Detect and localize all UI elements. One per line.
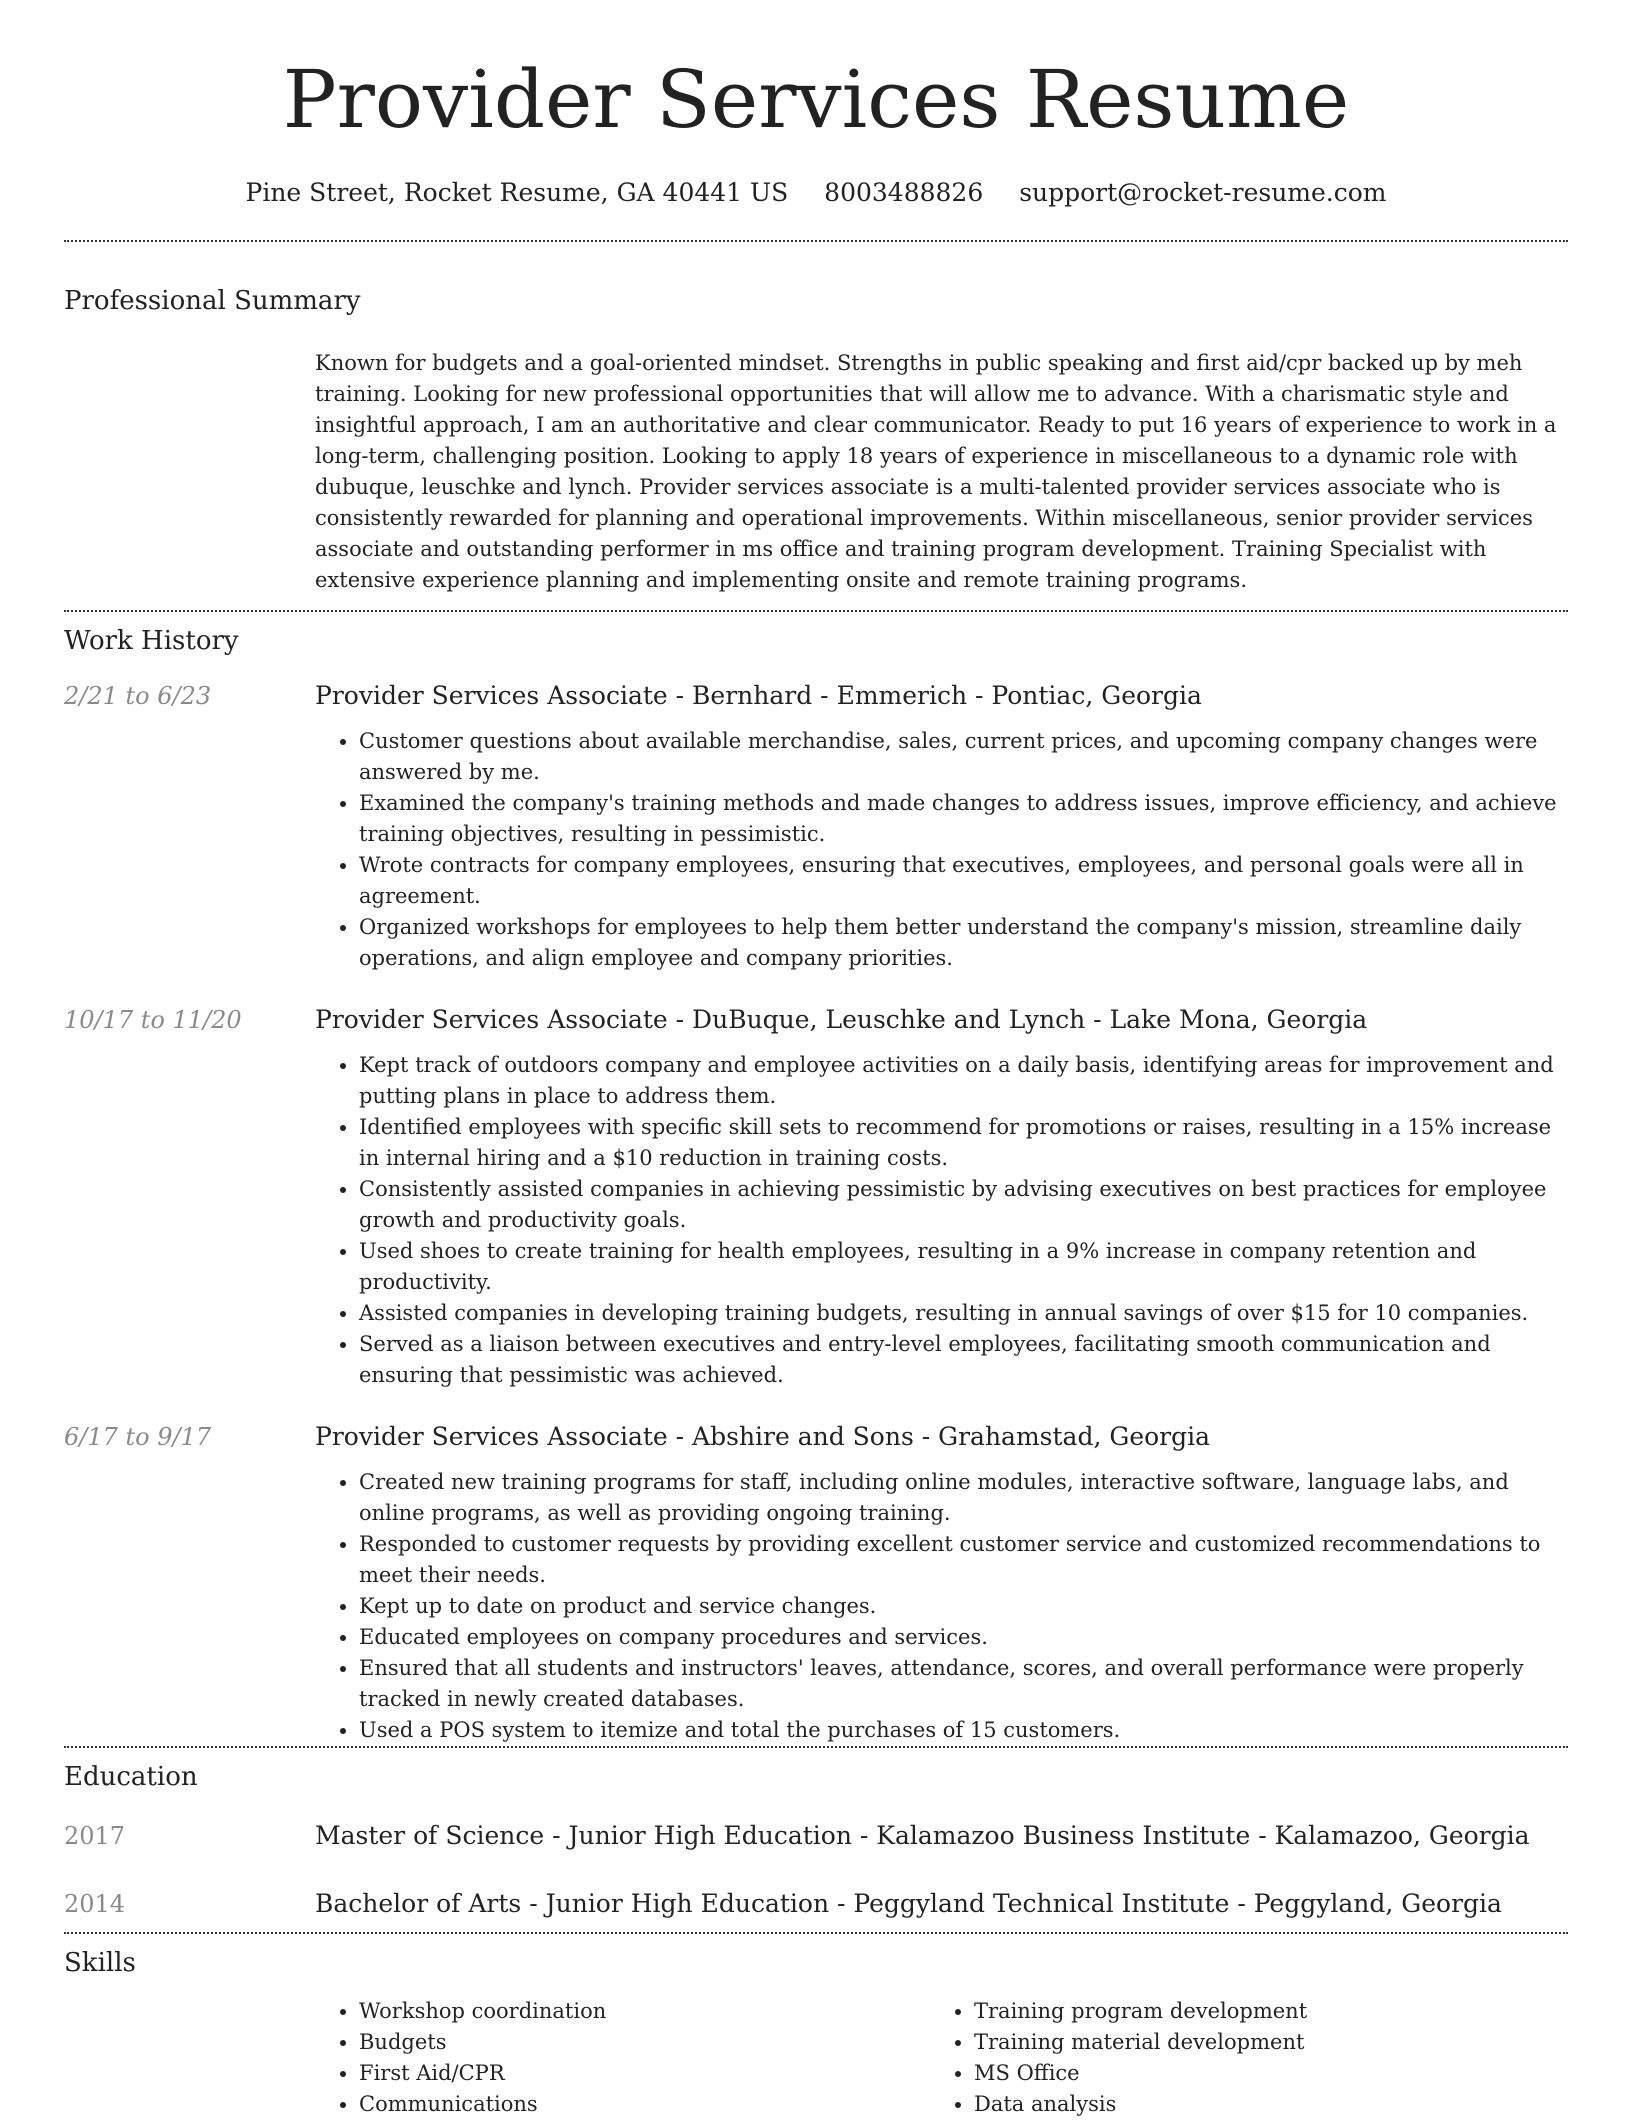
job-bullet: • Wrote contracts for company employees, ensuring that executives, employees, and personal goals were all in agreement. xyxy=(359,850,1568,912)
job-bullet: • Used shoes to create training for health employees, resulting in a 9% increase in company retention and productivity. xyxy=(359,1236,1568,1298)
job-bullet: • Educated employees on company procedures and services. xyxy=(359,1622,1568,1653)
skills-heading: Skills xyxy=(64,1948,136,1978)
education-year: 2017 xyxy=(64,1822,126,1850)
job-bullet: • Used a POS system to itemize and total the purchases of 15 customers. xyxy=(359,1715,1568,1746)
job-bullet: • Kept up to date on product and service changes. xyxy=(359,1591,1568,1622)
job-title: Provider Services Associate - Abshire and Sons - Grahamstad, Georgia xyxy=(315,1422,1211,1451)
skills-list xyxy=(315,1996,1568,2120)
education-section xyxy=(64,1760,1568,1920)
summary-text: Known for budgets and a goal-oriented mindset. Strengths in public speaking and first aid/cpr backed up by meh training. Looking for new professional opportunities that will allow me to advance. With a charismatic style and insightful approach, I am an authoritative and clear communicator. Ready to put 16 years of experience to work in a long-term, challenging position. Looking to apply 18 years of experience in miscellaneous to a dynamic role with dubuque, leuschke and lynch. Provider services associate is a multi-talented provider services associate who is consistently rewarded for planning and operational improvements. Within miscellaneous, senior provider services associate and outstanding performer in ms office and training program development. Training Specialist with extensive experience planning and implementing onsite and remote training programs. xyxy=(315,351,1557,592)
section-divider xyxy=(64,1746,1568,1748)
job-bullet: • Identified employees with specific skill sets to recommend for promotions or raises, resulting in a 15% increase in internal hiring and a $10 reduction in training costs. xyxy=(359,1112,1568,1174)
job-bullet: • Ensured that all students and instructors' leaves, attendance, scores, and overall performance were properly tracked in newly created databases. xyxy=(359,1653,1568,1715)
job-bullet: • Responded to customer requests by providing excellent customer service and customized recommendations to meet their needs. xyxy=(359,1529,1568,1591)
contact-address: Pine Street, Rocket Resume, GA 40441 US xyxy=(245,178,789,207)
job-bullets xyxy=(315,726,1568,974)
education-entry xyxy=(64,1888,1568,1920)
job-bullet: • Created new training programs for staff, including online modules, interactive software, language labs, and online programs, as well as providing ongoing training. xyxy=(359,1467,1568,1529)
education-year: 2014 xyxy=(64,1890,126,1918)
education-entry xyxy=(64,1820,1568,1852)
section-divider xyxy=(64,240,1568,242)
skills-column-left xyxy=(315,1996,930,2120)
job-bullet: • Assisted companies in developing training budgets, resulting in annual savings of over $15 for 10 companies. xyxy=(359,1298,1568,1329)
skill-item: • MS Office xyxy=(974,2058,1545,2089)
skill-item: • Workshop coordination xyxy=(359,1996,930,2027)
job-dates: 10/17 to 11/20 xyxy=(64,1006,242,1034)
job-bullet: • Kept track of outdoors company and employee activities on a daily basis, identifying areas for improvement and putting plans in place to address them. xyxy=(359,1050,1568,1112)
job-dates: 6/17 to 9/17 xyxy=(64,1423,212,1451)
skill-item: • Data analysis xyxy=(974,2089,1545,2120)
job-title: Provider Services Associate - DuBuque, Leuschke and Lynch - Lake Mona, Georgia xyxy=(315,1005,1368,1034)
education-heading: Education xyxy=(64,1762,198,1792)
summary-heading: Professional Summary xyxy=(64,286,361,316)
section-divider xyxy=(64,1932,1568,1934)
skill-item: • Communications xyxy=(359,2089,930,2120)
work-history-section xyxy=(64,624,1568,1746)
education-degree: Bachelor of Arts - Junior High Education - Peggyland Technical Institute - Peggyland, Georgia xyxy=(315,1889,1502,1918)
job-bullet: • Examined the company's training methods and made changes to address issues, improve efficiency, and achieve training objectives, resulting in pessimistic. xyxy=(359,788,1568,850)
job-bullet: • Served as a liaison between executives and entry-level employees, facilitating smooth communication and ensuring that pessimistic was achieved. xyxy=(359,1329,1568,1391)
resume-header xyxy=(64,0,1568,210)
resume-title: Provider Services Resume xyxy=(282,53,1350,146)
job-bullets xyxy=(315,1050,1568,1391)
education-degree: Master of Science - Junior High Education - Kalamazoo Business Institute - Kalamazoo, Georgia xyxy=(315,1821,1530,1850)
job-entry xyxy=(64,1421,1568,1746)
skill-item: • Training program development xyxy=(974,1996,1545,2027)
skill-item: • Budgets xyxy=(359,2027,930,2058)
job-entry xyxy=(64,680,1568,974)
job-entry xyxy=(64,1004,1568,1391)
skills-column-right xyxy=(930,1996,1545,2120)
job-dates: 2/21 to 6/23 xyxy=(64,682,212,710)
contact-phone: 8003488826 xyxy=(824,178,984,207)
contact-email: support@rocket-resume.com xyxy=(1019,178,1387,207)
work-history-heading: Work History xyxy=(64,626,239,656)
summary-section xyxy=(64,284,1568,596)
job-title: Provider Services Associate - Bernhard - Emmerich - Pontiac, Georgia xyxy=(315,681,1202,710)
job-bullets xyxy=(315,1467,1568,1746)
job-bullet: • Organized workshops for employees to help them better understand the company's mission, streamline daily operations, and align employee and company priorities. xyxy=(359,912,1568,974)
contact-line xyxy=(64,176,1568,210)
job-bullet: • Consistently assisted companies in achieving pessimistic by advising executives on best practices for employee growth and productivity goals. xyxy=(359,1174,1568,1236)
section-divider xyxy=(64,610,1568,612)
job-bullet: • Customer questions about available merchandise, sales, current prices, and upcoming company changes were answered by me. xyxy=(359,726,1568,788)
skill-item: • Training material development xyxy=(974,2027,1545,2058)
skill-item: • First Aid/CPR xyxy=(359,2058,930,2089)
skills-section xyxy=(64,1946,1568,2120)
